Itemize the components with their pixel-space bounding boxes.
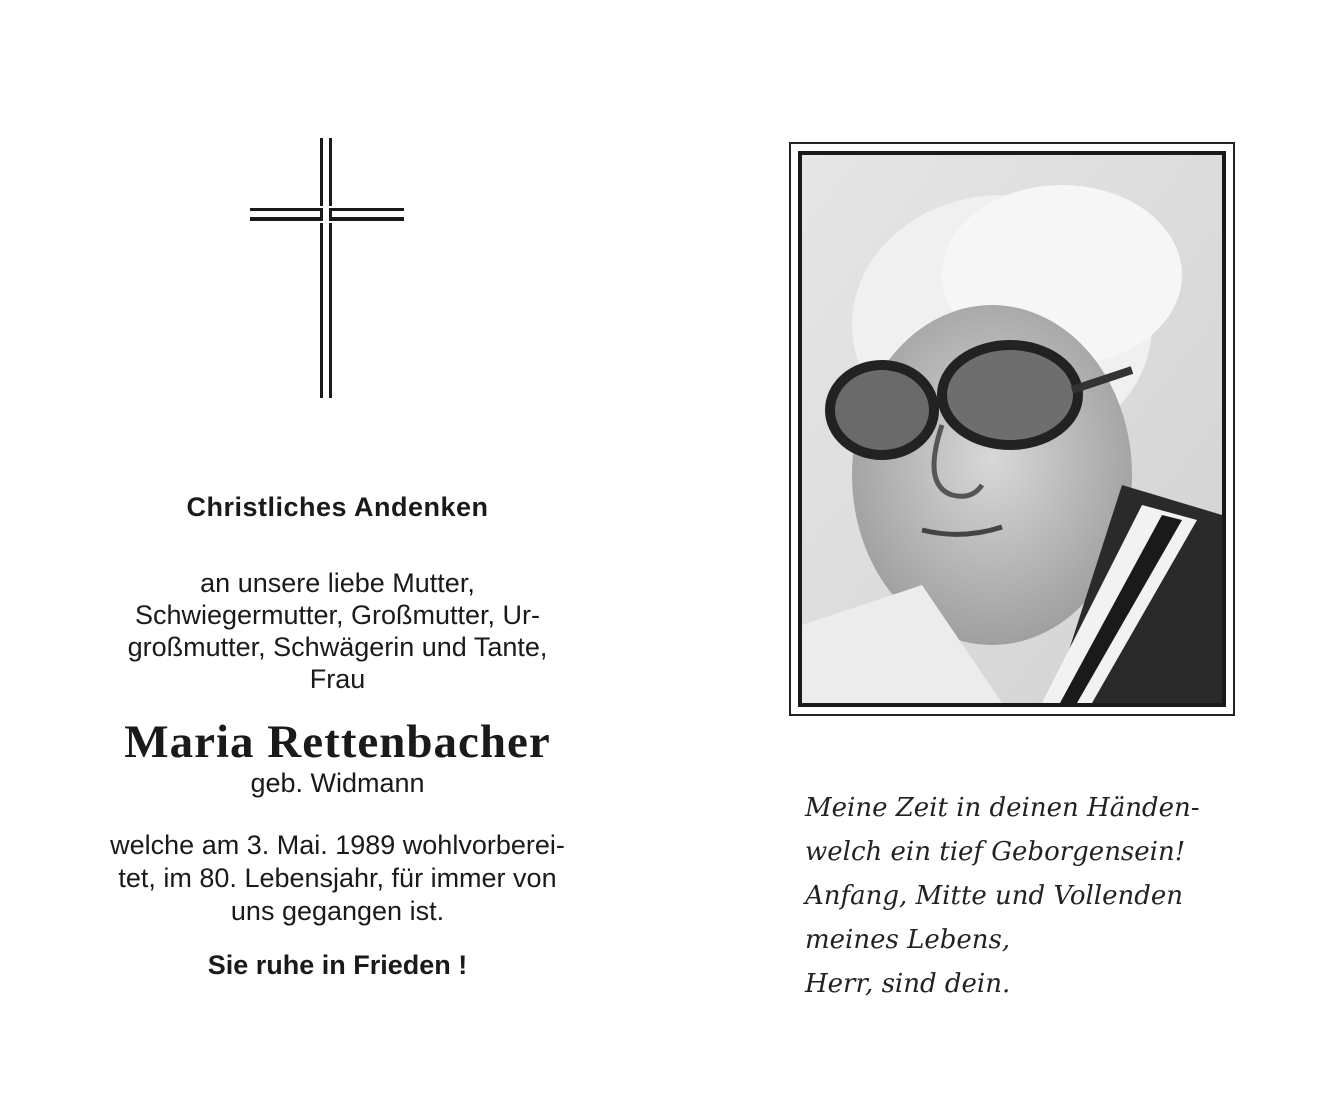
dedication-line: Frau: [309, 664, 366, 694]
cross-icon: [250, 138, 404, 398]
dedication-line: an unsere liebe Mutter,: [200, 568, 475, 598]
poem-line: Herr, sind dein.: [805, 969, 1011, 999]
poem-line: welch ein tief Geborgensein!: [805, 837, 1186, 867]
statement-line: uns gegangen ist.: [230, 896, 445, 926]
poem-line: Meine Zeit in deinen Händen-: [805, 793, 1200, 823]
card-heading: Christliches Andenken: [186, 492, 489, 522]
poem-line: meines Lebens,: [805, 925, 1011, 955]
poem-line: Anfang, Mitte und Vollenden: [805, 881, 1184, 911]
maiden-name: geb. Widmann: [250, 768, 425, 798]
statement-line: tet, im 80. Lebensjahr, für immer von: [118, 863, 557, 893]
dedication-line: großmutter, Schwägerin und Tante,: [127, 632, 548, 662]
poem: [805, 786, 1225, 1006]
portrait-frame: [789, 142, 1235, 716]
portrait-photo: [798, 151, 1226, 707]
memorial-text: [60, 492, 615, 981]
portrait-illustration: [802, 155, 1222, 703]
statement-line: welche am 3. Mai. 1989 wohlvorberei-: [110, 830, 565, 860]
deceased-name: Maria Rettenbacher: [124, 716, 551, 768]
closing-phrase: Sie ruhe in Frieden !: [207, 950, 468, 980]
statement: [60, 829, 615, 928]
dedication: [60, 567, 615, 695]
dedication-line: Schwiegermutter, Großmutter, Ur-: [134, 600, 541, 630]
